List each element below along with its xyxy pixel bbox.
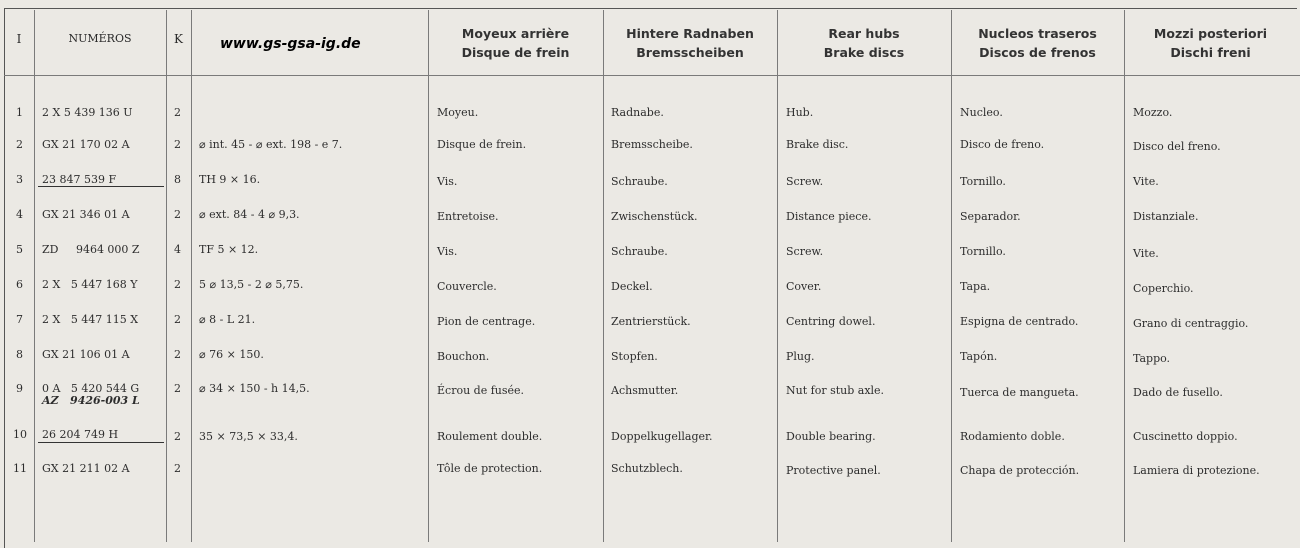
desc-fr: Entretoise.	[437, 210, 499, 223]
desc-en: Screw.	[786, 175, 824, 188]
part-number: 23 847 539 F	[42, 173, 117, 186]
quantity: 2	[174, 348, 181, 361]
desc-es: Chapa de protección.	[960, 464, 1080, 477]
desc-fr: Écrou de fusée.	[437, 384, 525, 397]
part-number-underline	[38, 442, 164, 443]
part-number: 2 X 5 447 168 Y	[42, 278, 138, 291]
quantity: 4	[174, 243, 181, 256]
desc-es: Tuerca de mangueta.	[960, 386, 1079, 399]
row-index: 11	[13, 462, 27, 475]
desc-it: Cuscinetto doppio.	[1133, 430, 1238, 443]
column-divider	[428, 10, 429, 542]
header-en-line2: Brake discs	[823, 45, 905, 60]
quantity: 2	[174, 382, 181, 395]
row-index: 10	[13, 428, 27, 441]
spec: 35 × 73,5 × 33,4.	[199, 430, 298, 443]
part-number: 0 A 5 420 544 G	[42, 382, 140, 395]
desc-it: Tappo.	[1133, 352, 1171, 365]
desc-fr: Pion de centrage.	[437, 315, 536, 328]
quantity: 2	[174, 208, 181, 221]
desc-fr: Tôle de protection.	[437, 462, 543, 475]
part-number: GX 21 106 01 A	[42, 348, 130, 361]
desc-es: Tornillo.	[960, 175, 1006, 188]
desc-es: Nucleo.	[960, 106, 1003, 119]
spec: ⌀ int. 45 - ⌀ ext. 198 - e 7.	[199, 138, 343, 151]
column-divider	[951, 10, 952, 542]
part-number: GX 21 170 02 A	[42, 138, 130, 151]
quantity: 2	[174, 430, 181, 443]
header-col-en	[777, 24, 951, 62]
desc-fr: Vis.	[437, 175, 458, 188]
part-number: 2 X 5 447 115 X	[42, 313, 139, 326]
desc-it: Vite.	[1133, 247, 1159, 260]
row-index: 9	[16, 382, 23, 395]
desc-it: Mozzo.	[1133, 106, 1173, 119]
desc-it: Grano di centraggio.	[1133, 317, 1249, 330]
desc-de: Zwischenstück.	[611, 210, 698, 223]
header-it-line2: Dischi freni	[1170, 45, 1251, 60]
desc-de: Doppelkugellager.	[611, 430, 713, 443]
desc-it: Dado de fusello.	[1133, 386, 1223, 399]
desc-en: Hub.	[786, 106, 814, 119]
desc-it: Vite.	[1133, 175, 1159, 188]
watermark: www.gs-gsa-ig.de	[220, 36, 361, 52]
desc-it: Distanziale.	[1133, 210, 1199, 223]
desc-fr: Roulement double.	[437, 430, 543, 443]
desc-en: Distance piece.	[786, 210, 872, 223]
desc-es: Tapa.	[960, 280, 991, 293]
row-index: 8	[16, 348, 23, 361]
desc-de: Achsmutter.	[611, 384, 679, 397]
desc-en: Centring dowel.	[786, 315, 876, 328]
desc-de: Bremsscheibe.	[611, 138, 693, 151]
desc-es: Disco de freno.	[960, 138, 1045, 151]
column-divider	[191, 10, 192, 542]
desc-de: Radnabe.	[611, 106, 664, 119]
header-de-line2: Bremsscheiben	[636, 45, 744, 60]
part-number: GX 21 211 02 A	[42, 462, 130, 475]
spec: ⌀ ext. 84 - 4 ⌀ 9,3.	[199, 208, 300, 221]
header-col-de	[603, 24, 777, 62]
header-col-fr	[428, 24, 603, 62]
desc-es: Espigna de centrado.	[960, 315, 1079, 328]
desc-es: Tapón.	[960, 350, 998, 363]
row-index: 5	[16, 243, 23, 256]
column-divider	[166, 10, 167, 542]
desc-fr: Bouchon.	[437, 350, 490, 363]
part-number: ZD 9464 000 Z	[42, 243, 140, 256]
part-number: GX 21 346 01 A	[42, 208, 130, 221]
column-divider	[1124, 10, 1125, 542]
desc-fr: Couvercle.	[437, 280, 497, 293]
column-divider	[34, 10, 35, 542]
spec: ⌀ 8 - L 21.	[199, 313, 256, 326]
desc-es: Separador.	[960, 210, 1021, 223]
header-fr-line2: Disque de frein	[461, 45, 570, 60]
column-divider	[777, 10, 778, 542]
quantity: 2	[174, 462, 181, 475]
spec: ⌀ 34 × 150 - h 14,5.	[199, 382, 310, 395]
row-index: 4	[16, 208, 23, 221]
row-index: 6	[16, 278, 23, 291]
desc-fr: Disque de frein.	[437, 138, 527, 151]
part-number: 26 204 749 H	[42, 428, 119, 441]
desc-es: Rodamiento doble.	[960, 430, 1065, 443]
desc-de: Schutzblech.	[611, 462, 683, 475]
header-es-line1: Nucleos traseros	[978, 26, 1097, 41]
part-number-underline	[38, 186, 164, 187]
column-divider	[603, 10, 604, 542]
desc-it: Disco del freno.	[1133, 140, 1221, 153]
desc-en: Double bearing.	[786, 430, 876, 443]
row-index: 2	[16, 138, 23, 151]
desc-en: Nut for stub axle.	[786, 384, 885, 397]
row-index: 7	[16, 313, 23, 326]
quantity: 2	[174, 278, 181, 291]
header-es-line2: Discos de frenos	[979, 45, 1096, 60]
desc-de: Zentrierstück.	[611, 315, 691, 328]
desc-en: Protective panel.	[786, 464, 881, 477]
row-index: 1	[16, 106, 23, 119]
desc-en: Cover.	[786, 280, 822, 293]
desc-en: Plug.	[786, 350, 815, 363]
header-col-i: I	[16, 32, 22, 46]
header-divider	[4, 75, 1300, 76]
desc-fr: Moyeu.	[437, 106, 479, 119]
quantity: 2	[174, 138, 181, 151]
spec: TH 9 × 16.	[199, 173, 261, 186]
header-col-numeros: NUMÉROS	[68, 32, 132, 45]
part-number-alt: AZ 9426-003 L	[42, 394, 140, 407]
desc-fr: Vis.	[437, 245, 458, 258]
desc-en: Screw.	[786, 245, 824, 258]
desc-de: Schraube.	[611, 175, 668, 188]
header-de-line1: Hintere Radnaben	[626, 26, 754, 41]
desc-es: Tornillo.	[960, 245, 1006, 258]
header-en-line1: Rear hubs	[828, 26, 900, 41]
desc-de: Deckel.	[611, 280, 653, 293]
header-col-k: K	[174, 32, 183, 46]
header-col-it	[1124, 24, 1297, 62]
desc-it: Coperchio.	[1133, 282, 1194, 295]
desc-en: Brake disc.	[786, 138, 849, 151]
spec: ⌀ 76 × 150.	[199, 348, 264, 361]
quantity: 2	[174, 313, 181, 326]
header-col-es	[951, 24, 1124, 62]
spec: TF 5 × 12.	[199, 243, 259, 256]
part-number: 2 X 5 439 136 U	[42, 106, 133, 119]
desc-de: Stopfen.	[611, 350, 658, 363]
header-it-line1: Mozzi posteriori	[1153, 26, 1268, 41]
quantity: 8	[174, 173, 181, 186]
desc-it: Lamiera di protezione.	[1133, 464, 1260, 477]
spec: 5 ⌀ 13,5 - 2 ⌀ 5,75.	[199, 278, 304, 291]
quantity: 2	[174, 106, 181, 119]
header-fr-line1: Moyeux arrière	[461, 26, 570, 41]
desc-de: Schraube.	[611, 245, 668, 258]
row-index: 3	[16, 173, 23, 186]
